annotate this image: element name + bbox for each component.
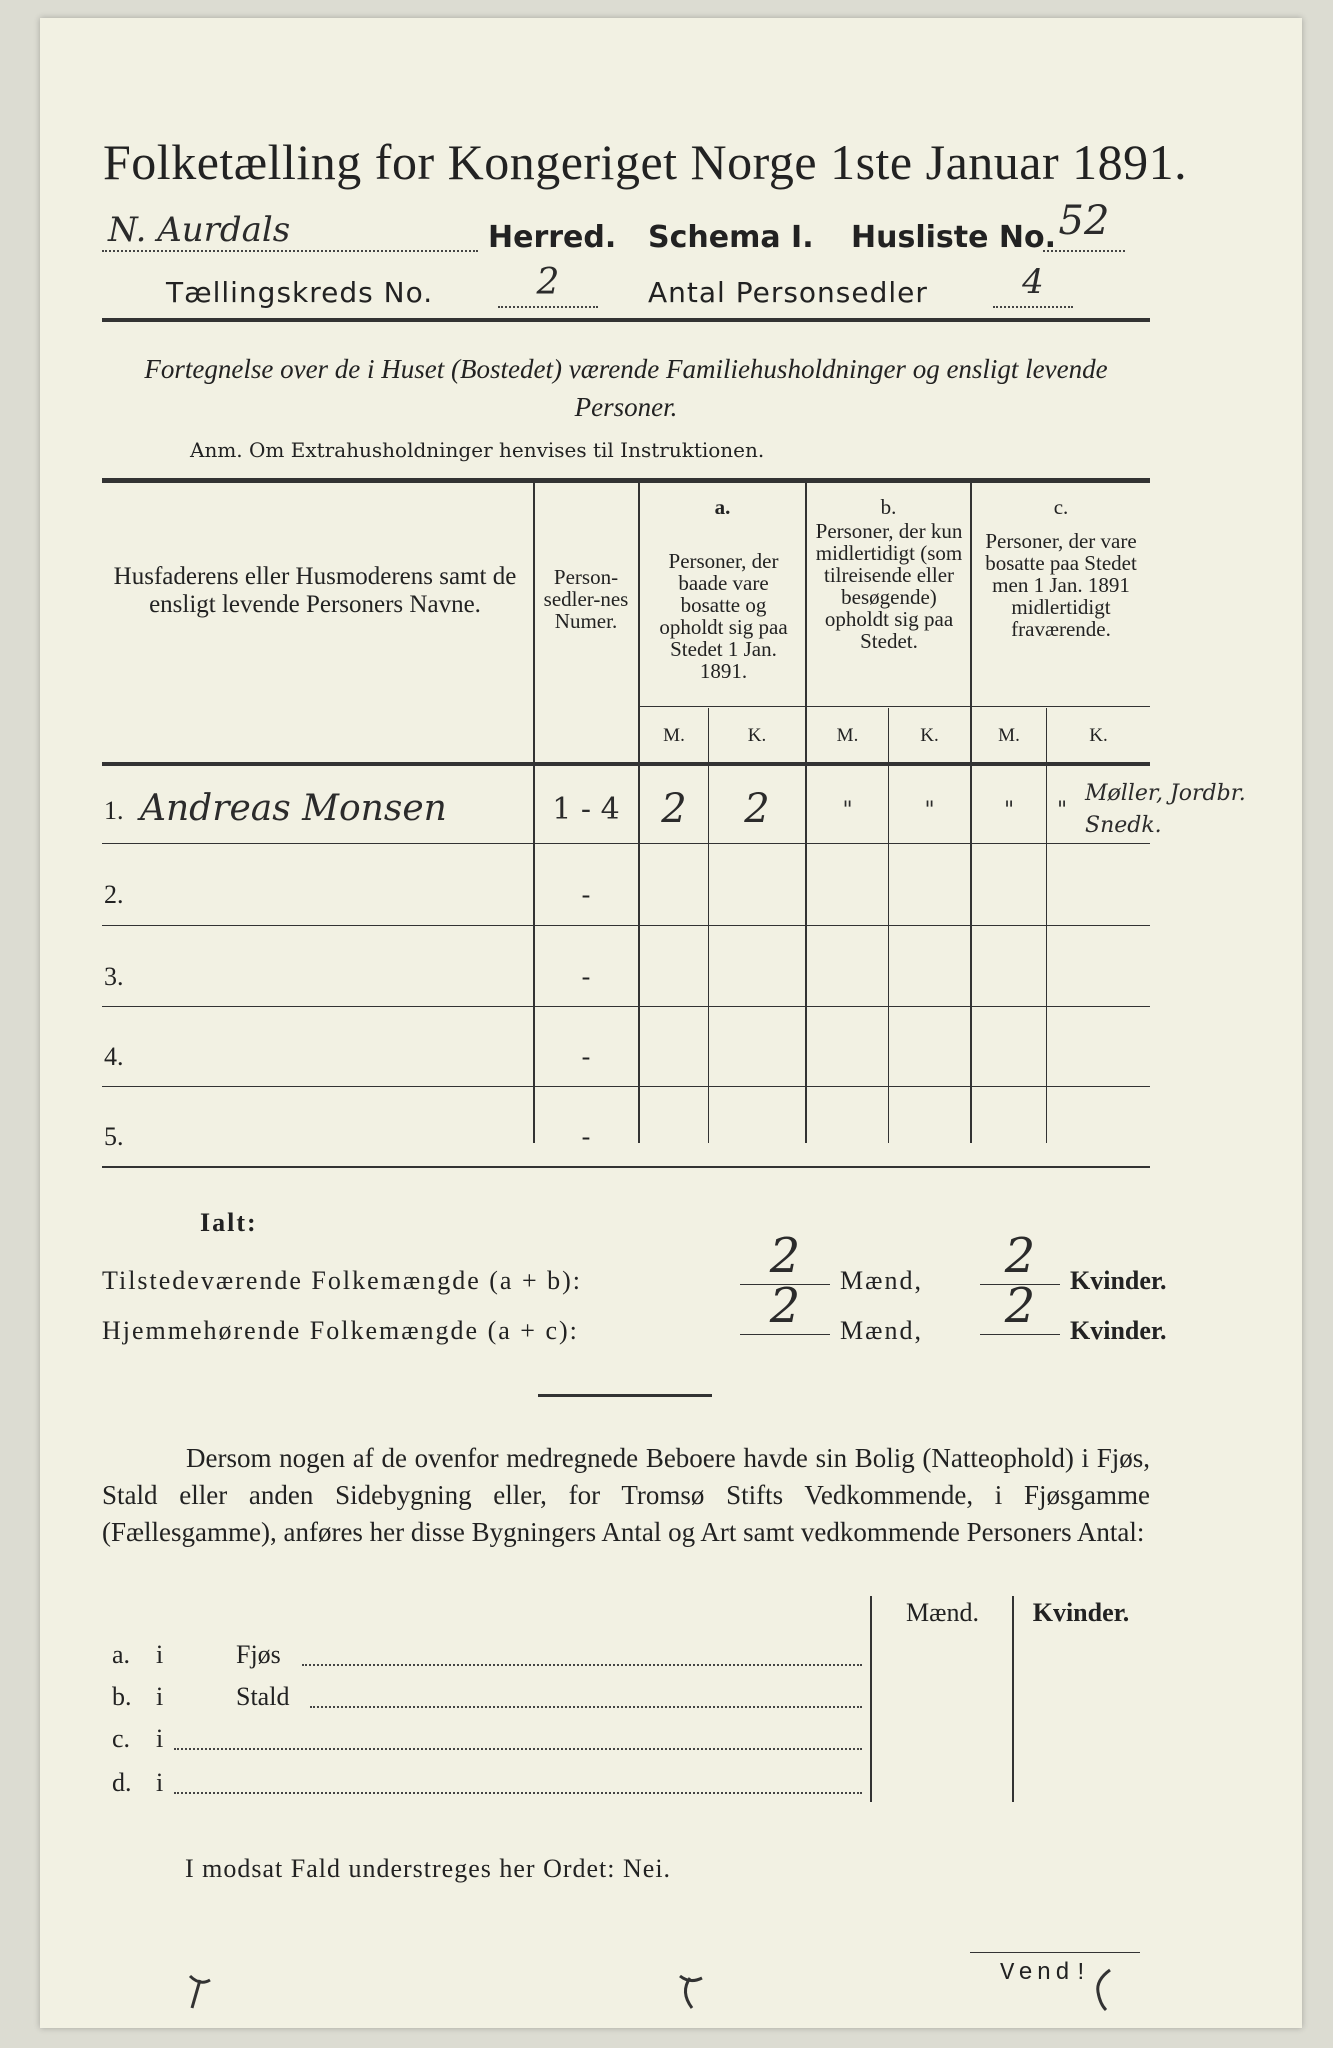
- header-a-m: M.: [663, 725, 685, 746]
- row-name: Andreas Monsen: [140, 788, 447, 829]
- building-dotted-line: [174, 1748, 862, 1750]
- header-b-k: K.: [920, 725, 939, 746]
- header-c: Personer, der vare bosatte paa Stedet men 1 Jan. 1891 midlertidigt fraværende.: [985, 529, 1137, 641]
- husliste-value: 52: [1043, 198, 1125, 252]
- row-numer: -: [581, 1042, 591, 1071]
- personsedler-label: Antal Personsedler: [648, 276, 928, 309]
- row-line: [102, 1086, 1150, 1087]
- header-a-k: K.: [747, 725, 767, 746]
- short-divider: [538, 1394, 712, 1397]
- vend-rule: [970, 1952, 1140, 1953]
- header-numer: Person-sedler-nes Numer.: [543, 565, 629, 633]
- buildings-divider: [1012, 1596, 1014, 1802]
- building-label: Stald: [236, 1682, 290, 1711]
- building-letter: d.: [112, 1768, 132, 1797]
- header-names: Husfaderens eller Husmoderens samt de ensligt levende Personers Navne.: [113, 563, 517, 618]
- row-margin-note: Møller, Jordbr. Snedk.: [1085, 781, 1246, 838]
- header-b: Personer, der kun midlertidigt (som tilreisende eller besøgende) opholdt sig paa Stedet.: [815, 519, 963, 653]
- row-a-m: 2: [661, 786, 687, 832]
- building-label: Fjøs: [236, 1640, 281, 1669]
- modsat-note: I modsat Fald understreges her Ordet: Nei.: [185, 1854, 672, 1883]
- hjemme-kvinder-label: Kvinder.: [1070, 1316, 1167, 1345]
- header-c-k: K.: [1089, 725, 1108, 746]
- census-form-page: [40, 18, 1302, 2028]
- buildings-divider: [870, 1596, 872, 1802]
- header-b-letter: b.: [880, 495, 897, 519]
- row-c-m: ": [1003, 798, 1015, 823]
- annotation-note: Anm. Om Extrahusholdninger henvises til Instruktionen.: [190, 438, 765, 462]
- table-bottom-rule: [102, 1166, 1150, 1168]
- header-c-letter: c.: [1053, 495, 1069, 519]
- personsedler-value: 4: [993, 262, 1073, 308]
- form-title: Folketælling for Kongeriget Norge 1ste Januar 1891.: [103, 134, 1188, 190]
- bottom-marks: [40, 1958, 1302, 2018]
- taellingskreds-value: 2: [498, 262, 598, 308]
- pen-mark: [1098, 1970, 1110, 2010]
- building-letter: a.: [112, 1640, 131, 1669]
- building-prep: i: [156, 1640, 164, 1669]
- row-a-k: 2: [744, 786, 770, 832]
- tilstede-kvinder: 2: [980, 1228, 1060, 1285]
- tilstede-maend: 2: [740, 1228, 830, 1285]
- building-letter: b.: [112, 1682, 132, 1711]
- subtitle: Fortegnelse over de i Huset (Bostedet) værende Familiehusholdninger og ensligt levende Personer.: [144, 354, 1108, 422]
- header-c-m: M.: [998, 725, 1020, 746]
- hjemme-maend-label: Mænd,: [840, 1316, 923, 1345]
- tilstede-maend-label: Mænd,: [840, 1266, 923, 1295]
- schema-label: Schema I.: [648, 220, 814, 255]
- row-numer: -: [581, 880, 591, 909]
- building-prep: i: [156, 1768, 164, 1797]
- row-numer: -: [581, 1122, 591, 1151]
- header-b-m: M.: [836, 725, 859, 746]
- building-prep: i: [156, 1724, 164, 1753]
- row-b-k: ": [924, 798, 935, 823]
- row-number: 1.: [104, 796, 124, 825]
- col-divider: [533, 483, 535, 1143]
- building-dotted-line: [310, 1706, 862, 1708]
- row-number: 2.: [104, 880, 124, 909]
- header-a: Personer, der baade vare bosatte og opholdt sig paa Stedet 1 Jan. 1891.: [659, 549, 788, 683]
- row-b-m: ": [842, 798, 853, 823]
- husliste-label: Husliste No.: [851, 220, 1056, 255]
- table-top-rule: [102, 478, 1150, 483]
- tilstede-kvinder-label: Kvinder.: [1070, 1266, 1167, 1295]
- buildings-maend-header: Mænd.: [906, 1598, 979, 1627]
- herred-value: N. Aurdals: [102, 210, 478, 252]
- table-header-rule: [102, 762, 1150, 766]
- building-prep: i: [156, 1682, 164, 1711]
- hjemme-kvinder: 2: [980, 1278, 1060, 1335]
- pen-mark: [680, 1976, 702, 2008]
- ialt-label: Ialt:: [200, 1208, 258, 1237]
- pen-mark: [190, 1976, 210, 2008]
- buildings-kvinder-header: Kvinder.: [1032, 1598, 1130, 1627]
- building-dotted-line: [174, 1792, 862, 1794]
- header-rule: [102, 318, 1150, 322]
- sidebuilding-paragraph: Dersom nogen af de ovenfor medregnede Beboere havde sin Bolig (Natteophold) i Fjøs, Stald eller anden Sidebygning eller, for Tromsø Stifts Vedkommende, i Fjøsgamme (Fællesgamme), anføres her disse Bygningers Antal og Art samt vedkommende Personers Antal:: [102, 1443, 1150, 1547]
- row-line: [102, 925, 1150, 926]
- row-numer: -: [581, 962, 591, 991]
- row-line: [102, 843, 1150, 844]
- building-dotted-line: [302, 1664, 862, 1666]
- building-letter: c.: [112, 1724, 131, 1753]
- row-number: 4.: [104, 1042, 124, 1071]
- row-number: 5.: [104, 1122, 124, 1151]
- mk-row-rule: [638, 706, 1150, 707]
- herred-label: Herred.: [488, 220, 617, 255]
- hjemme-label: Hjemmehørende Folkemængde (a + c):: [102, 1316, 579, 1345]
- hjemme-maend: 2: [740, 1278, 830, 1335]
- vend-label: Vend!: [1000, 1960, 1093, 1987]
- taellingskreds-label: Tællingskreds No.: [166, 276, 434, 309]
- header-a-letter: a.: [714, 495, 731, 519]
- row-line: [102, 1006, 1150, 1007]
- row-numer: 1 - 4: [552, 792, 620, 827]
- tilstede-label: Tilstedeværende Folkemængde (a + b):: [102, 1266, 582, 1295]
- row-number: 3.: [104, 962, 124, 991]
- row-c-k: ": [1056, 798, 1068, 823]
